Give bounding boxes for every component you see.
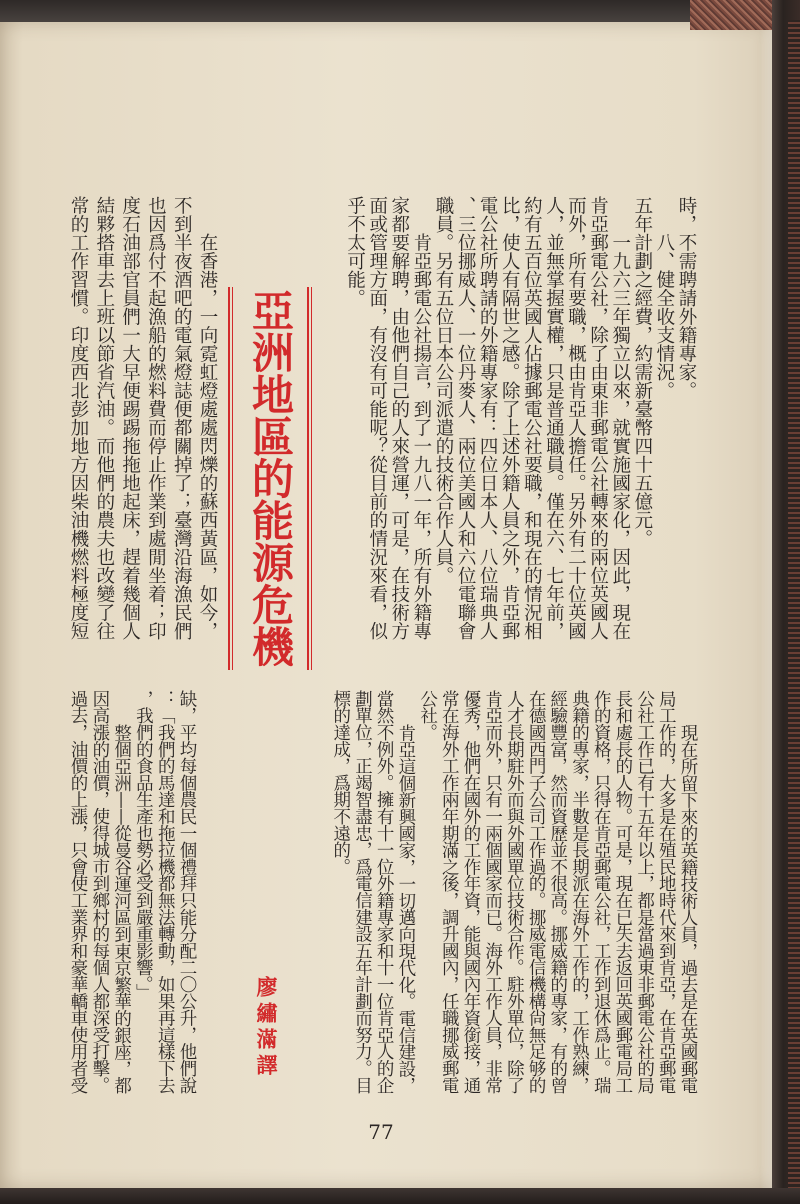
text-column: ，我們的食品生產也勢必受到嚴重影響。」 [133, 690, 154, 1001]
page-number: 77 [368, 1120, 394, 1144]
text-column: 肯亞而外，只有一兩個國家而已。海外工作人員，非常 [482, 690, 503, 1094]
text-column: 優秀，他們在國外的工作年資，能與國內年資銜接，通 [460, 690, 481, 1094]
text-column: 不到半夜酒吧的電氣燈誌便都關掉了；臺灣沿海漁民們 [171, 196, 193, 640]
text-column: 時，不需聘請外籍專家。 [676, 196, 697, 400]
text-column: 整個亞洲——從曼谷運河區到東京繁華的銀座，都 [111, 723, 132, 1094]
text-column: 五年計劃之經費，約需新臺幣四十五億元。 [631, 196, 653, 548]
text-column: 作的資格，只得在肯亞郵電公社，工作到退休爲止。瑞 [591, 690, 612, 1094]
text-column: 公社工作已有十五年以上，都是當過東非郵電公社的局 [634, 690, 655, 1094]
text-column: 也因爲付不起漁船的燃料費而停止作業到處閒坐着；印 [145, 196, 167, 640]
text-column: 局工作的，大多是在殖民地時代來到肯亞，在肯亞郵電 [656, 690, 677, 1094]
text-column: 乎不太可能。 [344, 196, 366, 307]
text-column: 電公社所聘請的外籍專家有：四位日本人、八位瑞典人 [477, 196, 499, 640]
text-column: 肯亞這個新興國家，一切邁向現代化。電信建設， [395, 723, 416, 1094]
translator-credit: 廖繡滿譯 [254, 976, 279, 1080]
text-column: 公社。 [417, 690, 438, 741]
energy-article-bottom-text [66, 690, 197, 1100]
text-column: 長和處長的人物。可是，現在已失去返回英國郵電局工 [612, 690, 633, 1094]
text-column: 過去，油價的上漲，只會使工業界和豪華轎車使用者受 [68, 690, 89, 1094]
title-rule-left [228, 287, 233, 670]
text-column: 標的達成，爲期不遠的。 [330, 690, 351, 875]
book-binding-top [0, 0, 800, 24]
text-column: 典籍的專家，半數是長期派在海外工作的，工作熟練， [569, 690, 590, 1094]
text-column: 肯亞郵電公社揚言，到了一九八一年，所有外籍專 [410, 233, 432, 640]
text-column: 常的工作習慣。印度西北彭加地方因柴油機燃料極度短 [68, 196, 90, 640]
text-column: 在德國西門子公司工作過的。挪威電信機構尙無足够的 [526, 690, 547, 1094]
text-column: 而外，所有要職，概由肯亞人擔任。另外有二十位英國 [565, 196, 587, 640]
text-column: 家都要解聘，由他們自己的人來營運，可是，在技術方 [388, 196, 410, 640]
text-column: 、三位挪威人、一位丹麥人、兩位美國人和六位電聯會 [455, 196, 477, 640]
text-column: 面或管理方面，有沒有可能呢？從目前的情況來看，似 [366, 196, 388, 640]
text-column: 劃單位，正竭智盡忠，爲電信建設五年計劃而努力。目 [352, 690, 373, 1094]
book-binding-bottom [0, 1188, 800, 1204]
text-column: 人才長期駐外而與外國單位技術合作。駐外單位，除了 [504, 690, 525, 1094]
text-column: 度石油部官員們一大早便踢踢拖拖地起床，趕着幾個人 [119, 196, 141, 640]
text-column: 經驗豐富，然而資歷並不很高。挪威籍的專家，有的曾 [547, 690, 568, 1094]
article-title: 亞洲地區的能源危機 [246, 289, 295, 667]
text-column: 缺，平均每個農民一個禮拜只能分配二〇公升，他們說 [177, 690, 197, 1094]
kenya-article-top-text [343, 196, 697, 656]
text-column: ：「我們的馬達和拖拉機都無法轉動，如果再這樣下去 [155, 690, 176, 1094]
text-column: 一九六三年獨立以來，就實施國家化，因此，現在 [609, 233, 631, 640]
text-column: 常在海外工作兩年期滿之後，調升國內，任職挪威郵電 [439, 690, 460, 1094]
text-column: 在香港，一向霓虹燈處處閃爍的蘇西黃區，如今， [197, 233, 218, 640]
binding-fabric-edge [788, 20, 800, 1204]
text-column: 八、健全收支情況。 [653, 233, 675, 400]
text-column: 人，並無掌握實權，只是普通職員。僅在六、七年前， [543, 196, 565, 640]
title-rule-right [307, 287, 312, 670]
text-column: 當然不例外。擁有十一位外籍專家和十一位肯亞人的企 [374, 690, 395, 1094]
text-column: 比，使人有隔世之感。除了上述外籍人員之外，肯亞郵 [499, 196, 521, 640]
text-column: 結夥搭車去上班以節省汽油。而他們的農夫也改變了往 [93, 196, 115, 640]
text-column: 因高漲的油價，使得城市到鄉村的每個人都深受打擊。 [89, 690, 110, 1094]
energy-article-top-text [65, 196, 220, 656]
kenya-article-bottom-text [329, 690, 698, 1100]
text-column: 職員。另有五位日本公司派遣的技術合作人員。 [432, 196, 454, 585]
text-column: 現在所留下來的英籍技術人員，過去是在英國郵電 [678, 723, 698, 1094]
text-column: 約有五百位英國人佔據郵電公社要職，和現在的情況相 [521, 196, 543, 640]
text-column: 肯亞郵電公社，除了由東非郵電公社轉來的兩位英國人 [587, 196, 609, 640]
